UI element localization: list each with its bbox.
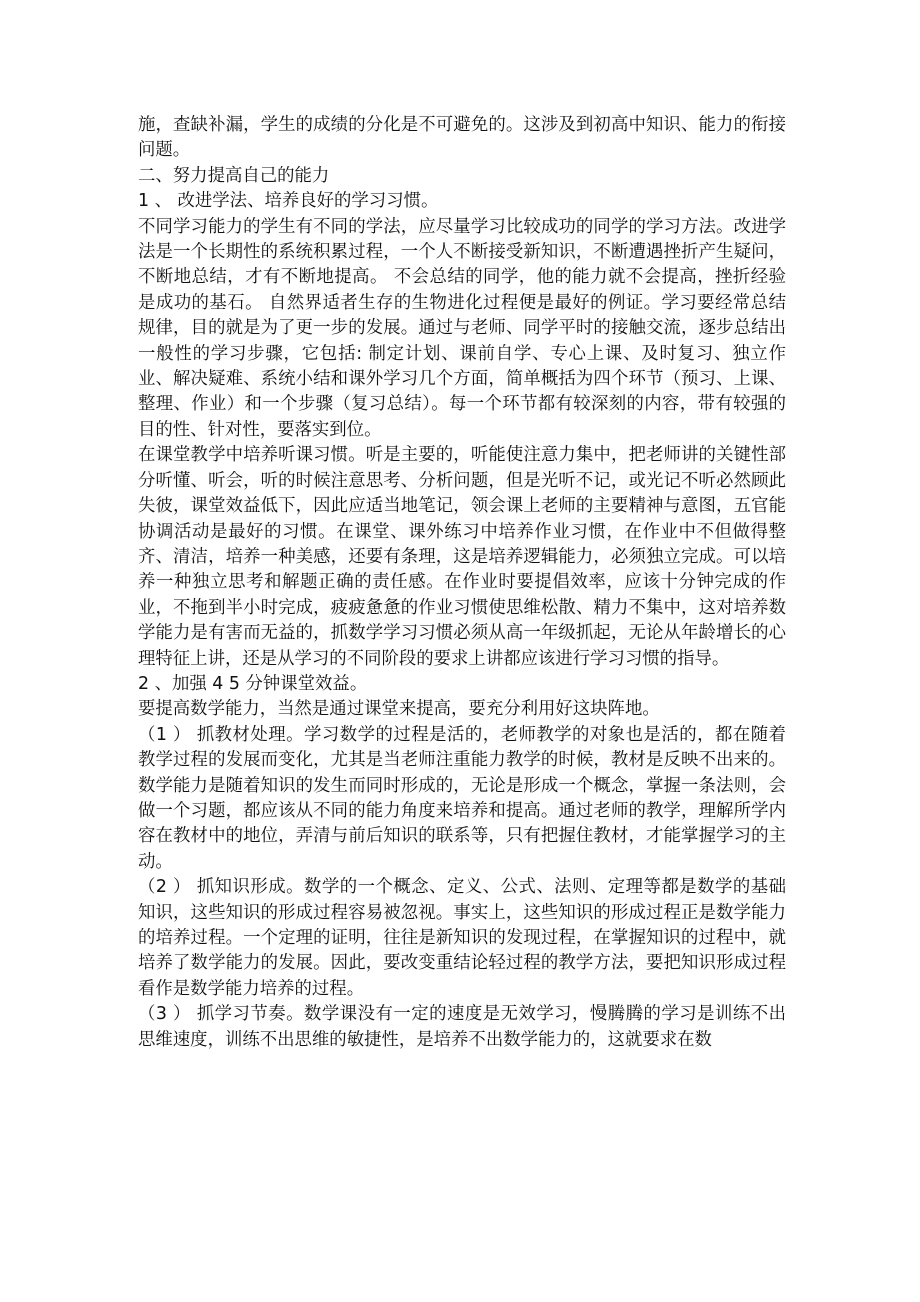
paragraph-classroom-intro: 要提高数学能力，当然是通过课堂来提高，要充分利用好这块阵地。 [138, 699, 660, 720]
section-heading: 二、努力提高自己的能力 [138, 165, 330, 186]
subsection-heading-1: 1 、 改进学法、培养良好的学习习惯。 [138, 191, 439, 212]
subsection-heading-2: 2 、加强 4 5 分钟课堂效益。 [138, 673, 368, 694]
paragraph-point-3: （3 ） 抓学习节奏。数学课没有一定的速度是无效学习，慢腾腾的学习是训练不出思维速度，训练不出思维的敏捷性，是培养不出数学能力的，这就要求在数 [138, 1004, 786, 1050]
paragraph-point-1: （1 ） 抓教材处理。学习数学的过程是活的，老师教学的对象也是活的，都在随着教学过程的发展而变化，尤其是当老师注重能力教学的时候，教材是反映不出来的。数学能力是随着知识的发生而同时形成的，无论是形成一个概念，掌握一条法则，会做一个习题，都应该从不同的能力角度来培养和提高。通过老师的教学，理解所学内容在教材中的地位，弄清与前后知识的联系等，只有把握住教材，才能掌握学习的主动。 [138, 724, 786, 872]
paragraph-classroom-habits: 在课堂教学中培养听课习惯。听是主要的，听能使注意力集中，把老师讲的关键性部分听懂、听会，听的时候注意思考、分析问题，但是光听不记，或光记不听必然顾此失彼，课堂效益低下，因此应适当地笔记，领会课上老师的主要精神与意图，五官能协调活动是最好的习惯。在课堂、课外练习中培养作业习惯，在作业中不但做得整齐、清洁，培养一种美感，还要有条理，这是培养逻辑能力，必须独立完成。可以培养一种独立思考和解题正确的责任感。在作业时要提倡效率，应该十分钟完成的作业，不拖到半小时完成，疲疲惫惫的作业习惯使思维松散、精力不集中，这对培养数学能力是有害而无益的，抓数学学习习惯必须从高一年级抓起，无论从年龄增长的心理特征上讲，还是从学习的不同阶段的要求上讲都应该进行学习习惯的指导。 [138, 445, 786, 669]
paragraph-study-methods: 不同学习能力的学生有不同的学法，应尽量学习比较成功的同学的学习方法。改进学法是一个长期性的系统积累过程，一个人不断接受新知识，不断遭遇挫折产生疑问，不断地总结，才有不断地提高。 不会总结的同学，他的能力就不会提高，挫折经验是成功的基石。 自然界适者生存的生物进化过程便是最好的例证。学习要经常总结规律，目的就是为了更一步的发展。通过与老师、同学平时的接触交流，逐步总结出一般性的学习步骤，它包括: 制定计划、课前自学、专心上课、及时复习、独立作业、解决疑难、系统小结和课外学习几个方面，简单概括为四个环节（预习、上课、整理、作业）和一个步骤（复习总结）。每一个环节都有较深刻的内容，带有较强的目的性、针对性，要落实到位。 [138, 216, 786, 440]
paragraph-point-2: （2 ） 抓知识形成。数学的一个概念、定义、公式、法则、定理等都是数学的基础知识，这些知识的形成过程容易被忽视。事实上，这些知识的形成过程正是数学能力的培养过程。一个定理的证明，往往是新知识的发现过程，在掌握知识的过程中，就培养了数学能力的发展。因此，要改变重结论轻过程的教学方法，要把知识形成过程看作是数学能力培养的过程。 [138, 877, 786, 999]
document-body [138, 113, 786, 1053]
paragraph-continuation: 施，查缺补漏，学生的成绩的分化是不可避免的。这涉及到初高中知识、能力的衔接问题。 [138, 115, 786, 161]
